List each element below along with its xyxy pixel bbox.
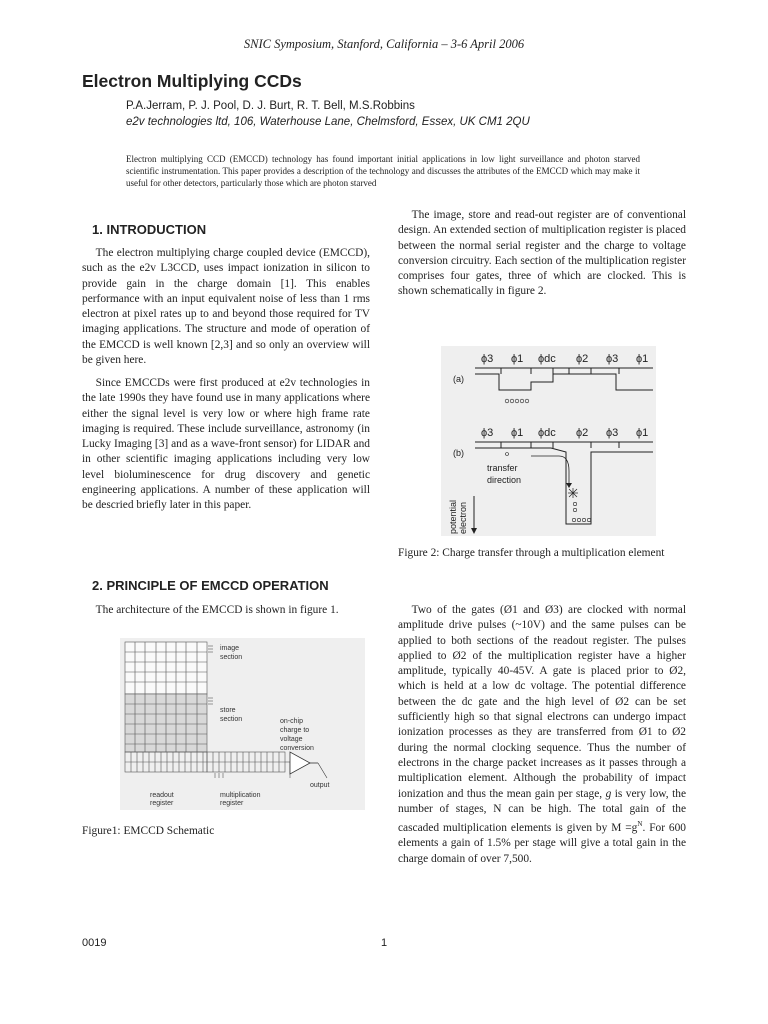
phase-b-2: ϕ1 [511,427,524,439]
p2-gain-symbol: g [605,787,612,800]
figure-2-charge-transfer [441,346,656,536]
label-image-1: image [220,645,240,652]
phase-a-6: ϕ1 [636,353,649,365]
paper-title: Electron Multiplying CCDs [82,71,302,91]
phase-a-2: ϕ1 [511,353,524,365]
figure-2-background [441,346,656,536]
label-onchip-1: on-chip [280,718,303,725]
authors: P.A.Jerram, P. J. Pool, D. J. Burt, R. T. Bell, M.S.Robbins [126,100,415,112]
phase-a-4: ϕ2 [576,353,589,365]
phase-b-4: ϕ2 [576,427,589,439]
label-multiplication-1: multiplication [220,792,261,799]
label-onchip-3: voltage [280,736,303,743]
conference-header: SNIC Symposium, Stanford, California – 3-6 April 2006 [243,37,525,51]
label-direction: direction [487,475,522,485]
p2-superscript: N [637,820,643,829]
section-2-heading: 2. PRINCIPLE OF EMCCD OPERATION [92,578,329,593]
label-image-2: section [220,654,243,661]
label-electron: electron [458,501,468,534]
right-paragraph-2 [398,603,686,867]
phase-b-5: ϕ3 [606,427,619,439]
label-transfer: transfer [487,463,518,473]
footer-code: 0019 [82,937,107,949]
label-store-2: section [220,716,243,723]
p2-part-c: . For 600 elements a gain of 1.5% per stage will give a total gain in the charge domain of over 7,500. [398,821,687,865]
label-store-1: store [220,707,236,714]
phase-b-1: ϕ3 [481,427,494,439]
label-a: (a) [453,374,464,384]
label-readout-1: readout [150,792,174,799]
impact-ionization-star [568,488,578,498]
affiliation: e2v technologies ltd, 106, Waterhouse Lane, Chelmsford, Essex, UK CM1 2QU [126,116,530,128]
label-onchip-4: conversion [280,745,314,752]
label-multiplication-2: register [220,800,244,807]
label-onchip-2: charge to [280,727,310,734]
phase-a-5: ϕ3 [606,353,619,365]
right-paragraph-1: The image, store and read-out register are of conventional design. An extended section of multiplication register is placed between the normal serial register and the charge to voltage conversion circuitry. Each section of the multiplication register comprises four gates, three of which are clocked. This is shown schematically in figure 2. [398,209,686,298]
section-2-paragraph: The architecture of the EMCCD is shown in figure 1. [95,604,339,616]
p2-part-b: is very low, the number of stages, N can be high. The total gain of the cascaded multiplication elements is given by M =g [398,787,686,834]
figure-2-caption: Figure 2: Charge transfer through a multiplication element [398,547,665,559]
page-number: 1 [380,937,388,949]
label-readout-2: register [150,800,174,807]
section-1-heading: 1. INTRODUCTION [92,222,207,237]
label-b: (b) [453,448,464,458]
label-output: output [310,782,330,789]
phase-b-6: ϕ1 [636,427,649,439]
phase-b-3: ϕdc [538,427,556,439]
abstract: Electron multiplying CCD (EMCCD) technology has found important initial applications in low light surveillance and photon starved scientific instrumentation. This paper provides a description of the technology and discusses the attributes of the EMCCD which may make it useful for other detectors, particularly those which are photon starved [126,154,640,188]
label-potential: potential [448,499,458,534]
phase-a-1: ϕ3 [481,353,494,365]
phase-a-3: ϕdc [538,353,556,365]
intro-paragraph-2: Since EMCCDs were first produced at e2v technologies in the late 1990s they have found use in many applications where either the signal level is very low or where high frame rate imaging is required. These include surveillance, astronomy (in Lucky Imaging [3] and as a wave-front sensor) for LIDAR and in other scientific imaging applications including very low level bioluminescence for drug discovery and genetic engineering applications. A number of these application will be descried briefly later in this paper. [82,377,370,512]
figure-1-caption: Figure1: EMCCD Schematic [82,825,215,837]
p2-part-a: Two of the gates (Ø1 and Ø3) are clocked with normal amplitude drive pulses (~10V) and the same pulses can be applied to both sections of the readout register. The pulses applied to Ø2 of the multiplication register have a higher amplitude, typically 40-45V. A gate is placed prior to Ø2, which is held at a low dc voltage. The potential difference between the dc gate and the high level of Ø2 can be set sufficiently high so that signal electrons can undergo impact ionization processes as they are transferred from Ø1 to Ø2 during the normal clocking sequence. Thus the number of electrons in the charge packet increases as it passes through a multiplication element. Although the probability of impact ionization and thus the mean gain per stage, [398,604,686,800]
figure-1-emccd-schematic [120,638,365,810]
intro-paragraph-1: The electron multiplying charge coupled device (EMCCD), such as the e2v L3CCD, uses impact ionization in silicon to provide gain in the charge domain [1]. This enables performance with an input equivalent noise of less than 1 rms electron at pixel rates up to and beyond those required for TV imaging applications. The structure and mode of operation of the EMCCD is well known [2,3] and so only an overview will be given here. [82,247,370,367]
